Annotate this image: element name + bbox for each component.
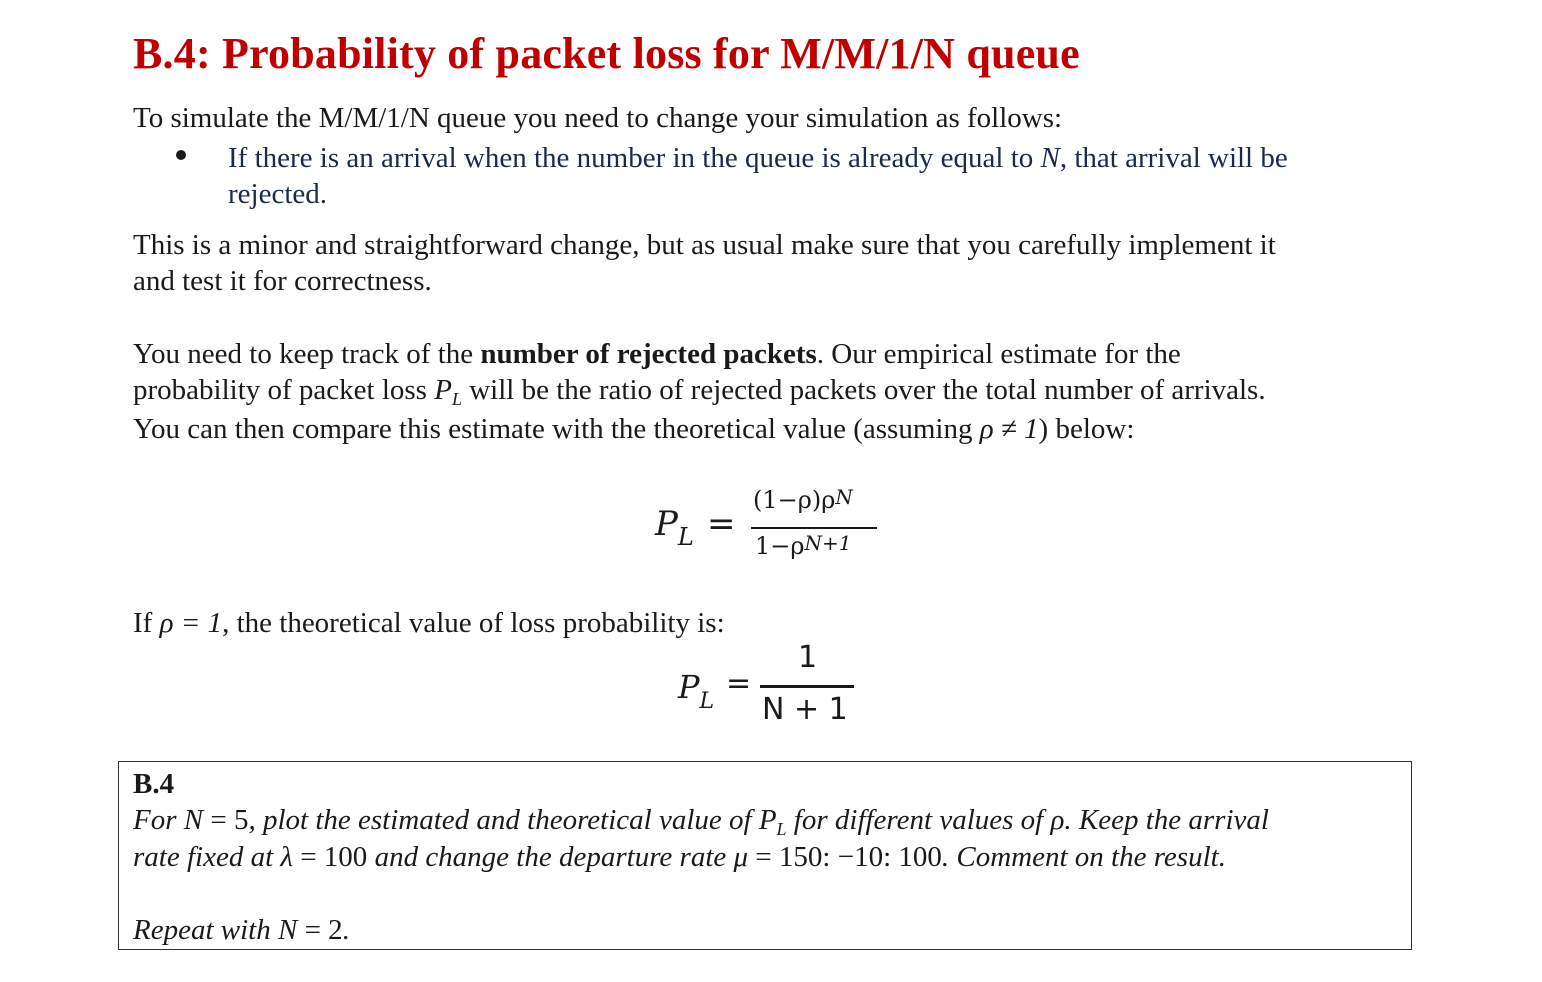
para3-line3-after: ) below: bbox=[1038, 413, 1135, 445]
formula1-fraction-bar bbox=[751, 527, 877, 529]
formula2-lhs: $P_L$ bbox=[678, 668, 715, 714]
section-heading: B.4: Probability of packet loss for M/M/1/N queue bbox=[133, 29, 1080, 78]
para3-line1-before: You need to keep track of the bbox=[133, 338, 481, 370]
para3-line1-after: . Our empirical estimate for the bbox=[816, 338, 1181, 370]
paragraph-rho-one bbox=[133, 605, 725, 641]
task-line-2: rate fixed at λ = 100 and change the departure rate μ = 150: −10: 100. Comment on the result. bbox=[133, 841, 1226, 873]
task-box bbox=[118, 761, 1412, 950]
para2-line2: and test it for correctness. bbox=[133, 265, 432, 297]
formula-loss-probability bbox=[655, 482, 895, 572]
para4-before: If bbox=[133, 607, 160, 639]
formula-loss-probability-rho-one bbox=[678, 640, 878, 740]
bullet-text-line2: rejected. bbox=[228, 178, 328, 210]
bullet-text-before: If there is an arrival when the number in the queue is already equal to bbox=[228, 142, 1041, 174]
formula1-lhs: $P_L$ bbox=[655, 504, 694, 551]
para3-line3-before: You can then compare this estimate with the theoretical value (assuming bbox=[133, 413, 980, 445]
formula1-numerator: $(1-\rho)\rho^N$ bbox=[753, 485, 853, 514]
task-line-3: Repeat with N = 2. bbox=[133, 914, 350, 946]
bullet-text-after: , that arrival will be bbox=[1059, 142, 1288, 174]
bullet-item bbox=[228, 140, 1288, 212]
paragraph-minor-change bbox=[133, 227, 1276, 299]
para3-math: ρ ≠ 1 bbox=[979, 413, 1039, 445]
para3-var: P bbox=[434, 374, 452, 406]
para3-line2-after: will be the ratio of rejected packets over the total number of arrivals. bbox=[461, 374, 1266, 406]
formula2-denominator: N + 1 bbox=[762, 692, 848, 727]
intro-paragraph: To simulate the M/M/1/N queue you need to change your simulation as follows: bbox=[133, 102, 1063, 134]
para4-math: ρ = 1 bbox=[159, 607, 223, 639]
bullet-var: N bbox=[1040, 142, 1060, 174]
task-title: B.4 bbox=[133, 768, 175, 800]
para3-line2-before: probability of packet loss bbox=[133, 374, 435, 406]
task-line-1: For N = 5, plot the estimated and theoretical value of $P_L$ for different values of ρ. Keep the arrival bbox=[133, 804, 1269, 839]
formula2-equals: = bbox=[726, 666, 752, 701]
formula2-fraction-bar bbox=[760, 685, 854, 688]
para2-line1: This is a minor and straightforward change, but as usual make sure that you carefully implement it bbox=[133, 229, 1276, 261]
para3-bold-term: number of rejected packets bbox=[480, 338, 817, 370]
paragraph-rejected-packets bbox=[133, 336, 1266, 447]
formula1-denominator: $1-\rho^{N+1}$ bbox=[755, 531, 852, 560]
formula1-equals: = bbox=[707, 504, 736, 544]
para4-after: , the theoretical value of loss probability is: bbox=[222, 607, 725, 639]
bullet-icon bbox=[176, 150, 186, 160]
para3-sub: L bbox=[451, 389, 462, 409]
formula2-numerator: 1 bbox=[798, 640, 818, 675]
